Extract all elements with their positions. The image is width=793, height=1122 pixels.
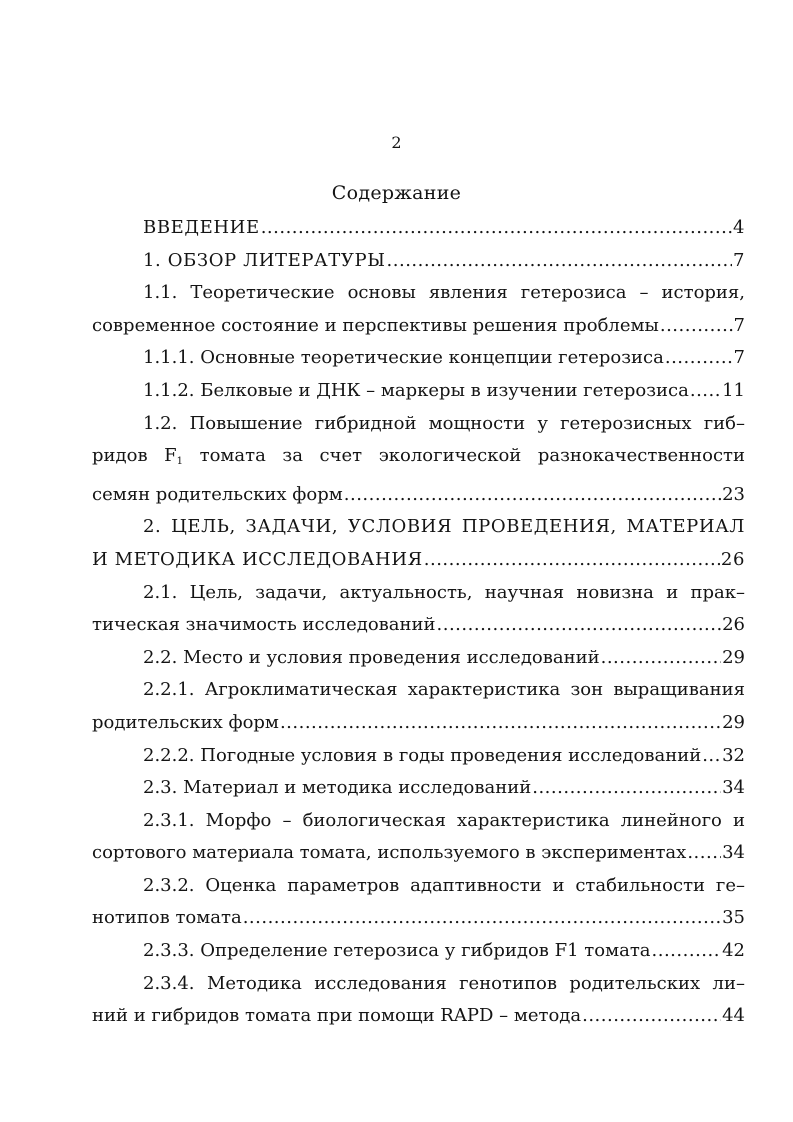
toc-entry-text: ВВЕДЕНИЕ <box>143 217 260 238</box>
dot-leader <box>690 375 721 408</box>
toc-entry-page: 26 <box>722 614 745 636</box>
dot-leader <box>665 342 733 375</box>
toc-entry-text: ний и гибридов томата при помощи RAPD – метода <box>92 1005 582 1027</box>
toc-entry-2-3-2 <box>92 870 745 935</box>
toc-entry-text: 1. ОБЗОР ЛИТЕРАТУРЫ <box>143 249 386 271</box>
table-of-contents <box>92 212 745 1033</box>
toc-entry-line <box>92 440 745 479</box>
toc-entry-1-2 <box>92 408 745 512</box>
toc-entry-2-2-2 <box>92 740 745 773</box>
toc-entry-text: современное состояние и перспективы решения проблемы <box>92 314 659 336</box>
toc-entry-line: 2.3.2. Оценка параметров адаптивности и стабильности ге– <box>143 874 745 896</box>
toc-entry-2-2-1 <box>92 674 745 739</box>
toc-entry-1-1-2 <box>92 375 745 408</box>
toc-entry-text: 2.2. Место и условия проведения исследований <box>143 646 600 668</box>
dot-leader <box>532 772 721 805</box>
toc-entry-page: 34 <box>722 777 745 799</box>
dot-leader <box>601 642 722 675</box>
toc-entry-page: 23 <box>722 483 745 505</box>
toc-entry-line: 2.2.1. Агроклиматическая характеристика зон выращивания <box>143 679 745 701</box>
toc-entry-text: нотипов томата <box>92 907 242 929</box>
toc-entry-1 <box>92 245 745 278</box>
toc-entry-2-3 <box>92 772 745 805</box>
toc-entry-line: 1.1. Теоретические основы явления гетерозиса – история, <box>143 282 745 304</box>
toc-entry-page: 44 <box>722 1005 745 1027</box>
line-text: томата за счет экологической разнокачественности <box>183 445 745 467</box>
toc-entry-2-3-4 <box>92 968 745 1033</box>
toc-entry-2-1 <box>92 577 745 642</box>
dot-leader <box>344 479 721 512</box>
toc-entry-2 <box>92 511 745 576</box>
dot-leader <box>261 212 732 245</box>
dot-leader <box>652 935 722 968</box>
toc-entry-line: 2. ЦЕЛЬ, ЗАДАЧИ, УСЛОВИЯ ПРОВЕДЕНИЯ, МАТЕРИАЛ <box>143 516 745 538</box>
toc-entry-line: 2.3.1. Морфо – биологическая характеристика линейного и <box>143 809 745 831</box>
toc-entry-2-2 <box>92 642 745 675</box>
toc-entry-line: 1.2. Повышение гибридной мощности у гетерозисных гиб– <box>143 412 745 434</box>
dot-leader <box>702 740 721 773</box>
toc-entry-page: 32 <box>722 744 745 766</box>
dot-leader <box>243 902 721 935</box>
dot-leader <box>387 245 732 278</box>
toc-entry-2-3-1 <box>92 805 745 870</box>
toc-entry-page: 11 <box>722 379 745 401</box>
toc-entry-page: 7 <box>733 347 745 369</box>
toc-entry-1-1 <box>92 277 745 342</box>
toc-entry-line: 2.3.4. Методика исследования генотипов родительских ли– <box>143 972 745 994</box>
dot-leader <box>280 707 721 740</box>
dot-leader <box>660 310 733 343</box>
toc-title: Содержание <box>331 182 462 204</box>
toc-entry-text: 2.3.3. Определение гетерозиса у гибридов F1 томата <box>143 940 651 962</box>
page-number: 2 <box>391 133 402 152</box>
toc-entry-page: 29 <box>722 646 745 668</box>
toc-entry-page: 7 <box>732 249 745 271</box>
toc-entry-page: 4 <box>732 217 745 238</box>
toc-entry-2-3-3 <box>92 935 745 968</box>
toc-entry-text: родительских форм <box>92 711 279 733</box>
toc-entry-page: 42 <box>722 940 745 962</box>
toc-entry-page: 7 <box>733 314 745 336</box>
toc-entry-1-1-1 <box>92 342 745 375</box>
dot-leader <box>582 1000 721 1033</box>
toc-entry-page: 35 <box>722 907 745 929</box>
dot-leader <box>424 544 720 577</box>
toc-entry-page: 34 <box>722 842 745 864</box>
toc-entry-line: 2.1. Цель, задачи, актуальность, научная новизна и прак– <box>143 581 745 603</box>
toc-entry-page: 26 <box>720 548 745 570</box>
dot-leader <box>437 609 722 642</box>
toc-entry-text: сортового материала томата, используемого в экспериментах <box>92 842 687 864</box>
toc-entry-text: семян родительских форм <box>92 483 343 505</box>
subscript: 1 <box>176 456 184 468</box>
toc-entry-text: 2.3. Материал и методика исследований <box>143 777 532 799</box>
toc-entry-text: 1.1.2. Белковые и ДНК – маркеры в изучении гетерозиса <box>143 379 689 401</box>
dot-leader <box>687 837 721 870</box>
toc-entry-page: 29 <box>722 711 745 733</box>
toc-entry-text: 1.1.1. Основные теоретические концепции гетерозиса <box>143 347 664 369</box>
toc-entry-text: И МЕТОДИКА ИССЛЕДОВАНИЯ <box>92 548 423 570</box>
toc-entry-introduction <box>92 212 745 245</box>
line-text: ридов F <box>92 445 177 467</box>
toc-entry-text: тическая значимость исследований <box>92 614 436 636</box>
toc-entry-text: 2.2.2. Погодные условия в годы проведения исследований <box>143 744 702 766</box>
